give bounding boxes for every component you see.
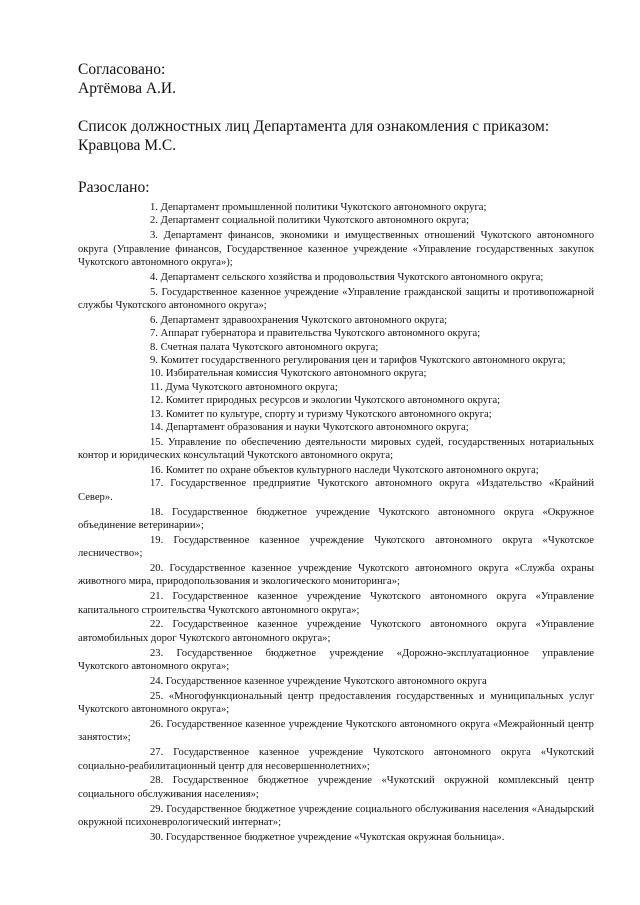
list-item-number: 1. (150, 202, 158, 213)
list-item-text: Департамент промышленной политики Чукотского автономного округа; (160, 202, 487, 213)
list-item-text: Государственное казенное учреждение Чукотского автономного округа (165, 675, 487, 687)
approval-name: Артёмова А.И. (78, 80, 176, 97)
list-item (78, 201, 594, 214)
list-item-number: 19. (150, 534, 164, 546)
list-item (78, 271, 594, 284)
list-item-number: 7. (150, 328, 158, 340)
list-item (78, 408, 594, 421)
list-item-text: Государственное бюджетное учреждение «Дорожно-эксплуатационное управление Чукотского автономного округа»; (78, 647, 594, 673)
list-item-text: Государственное предприятие Чукотского автономного округа «Издательство «Крайний Север». (78, 478, 594, 503)
list-item-number: 5. (150, 286, 158, 298)
list-item (78, 803, 594, 830)
list-item-number: 8. (150, 341, 158, 353)
list-item (78, 464, 594, 477)
list-item-number: 15. (150, 436, 164, 448)
list-item-number: 10. (150, 368, 164, 380)
list-item-text: Комитет государственного регулирования цен и тарифов Чукотского автономного округа; (160, 355, 566, 367)
list-item-number: 4. (150, 271, 158, 283)
approval-label: Согласовано: (78, 61, 166, 78)
list-item-text: Департамент образования и науки Чукотского автономного округа; (165, 422, 469, 434)
list-item-text: Дума Чукотского автономного округа; (165, 381, 338, 393)
list-item-number: 27. (150, 747, 164, 759)
distribution-label: Разослано: (78, 179, 150, 196)
list-item-number: 16. (150, 465, 164, 477)
list-item-number: 3. (150, 230, 158, 242)
list-item (78, 314, 594, 327)
list-item-text: Государственное бюджетное учреждение «Чукотская окружная больница». (165, 831, 505, 843)
list-item-number: 13. (150, 408, 164, 420)
list-item (78, 774, 594, 801)
list-item (78, 214, 594, 227)
list-item (78, 718, 594, 745)
list-item-number: 6. (150, 314, 158, 326)
list-item (78, 534, 594, 561)
list-item (78, 286, 594, 313)
list-item-text: «Многофункциональный центр предоставления государственных и муниципальных услуг Чукотского автономного округа»; (78, 690, 594, 716)
list-item-number: 2. (150, 215, 158, 227)
list-item-text: Государственное бюджетное учреждение «Чукотский окружной комплексный центр социального обслуживания населения»; (78, 775, 595, 800)
list-item (78, 506, 594, 533)
list-item-text: Государственное казенное учреждение Чукотского автономного округа «Чукотское лесничество»; (78, 534, 594, 560)
list-item (78, 354, 594, 367)
list-item-number: 28. (150, 775, 164, 787)
list-item-number: 12. (150, 395, 164, 407)
list-item (78, 381, 594, 394)
list-item-text: Управление по обеспечению деятельности мировых судей, государственных нотариальных контор и юридических консультаций Чукотского автономного округа; (78, 436, 594, 462)
list-item-number: 26. (150, 718, 164, 730)
list-item (78, 229, 594, 269)
list-item-number: 22. (150, 619, 164, 631)
list-item-text: Государственное бюджетное учреждение Чукотского автономного округа «Окружное объединение ветеринарии»; (78, 506, 594, 532)
list-item (78, 477, 594, 504)
list-item-text: Избирательная комиссия Чукотского автономного округа; (165, 368, 427, 380)
list-item (78, 831, 594, 844)
list-item (78, 675, 594, 688)
list-item-text: Государственное казенное учреждение Чукотского автономного округа «Управление капитального строительства Чукотского автономного округа»; (78, 591, 594, 616)
list-item-text: Аппарат губернатора и правительства Чукотского автономного округа; (160, 328, 481, 340)
list-item-number: 30. (150, 831, 164, 843)
list-item-number: 11. (150, 381, 163, 393)
list-item-text: Счетная палата Чукотского автономного округа; (160, 341, 379, 353)
list-item (78, 341, 594, 354)
list-item-number: 14. (150, 422, 164, 434)
list-item-text: Государственное казенное учреждение Чукотского автономного округа «Чукотский социально-реабилитационный центр для несовершеннолетних»; (78, 747, 594, 772)
list-item (78, 436, 594, 463)
list-item-text: Департамент социальной политики Чукотского автономного округа; (160, 215, 470, 227)
list-item-text: Департамент сельского хозяйства и продовольствия Чукотского автономного округа; (160, 271, 544, 283)
list-item (78, 327, 594, 340)
list-item-number: 21. (150, 591, 164, 603)
list-item (78, 618, 594, 645)
list-item-text: Департамент финансов, экономики и имущественных отношений Чукотского автономного округа (Управление финансов, Государственное казенное учреждение «Управление государственных закупок Чукотского автономного округа»); (78, 230, 594, 269)
list-item (78, 394, 594, 407)
list-item-text: Государственное бюджетное учреждение социального обслуживания населения «Анадырский окружной психоневрологический интернат»; (78, 803, 594, 828)
list-item-number: 23. (150, 647, 164, 659)
list-item-text: Комитет по культуре, спорту и туризму Чукотского автономного округа; (165, 408, 492, 420)
list-item-number: 17. (150, 478, 164, 490)
list-item-number: 9. (150, 355, 158, 367)
acquaint-name: Кравцова М.С. (78, 137, 177, 154)
list-item-text: Государственное казенное учреждение Чукотского автономного округа «Управление автомобильных дорог Чукотского автономного округа»; (78, 619, 594, 644)
list-item-text: Комитет природных ресурсов и экологии Чукотского автономного округа; (165, 395, 501, 407)
list-item (78, 421, 594, 434)
list-item (78, 590, 594, 617)
list-item (78, 746, 594, 773)
list-item-text: Государственное казенное учреждение Чукотского автономного округа «Межрайонный центр занятости»; (78, 718, 594, 744)
list-item-number: 24. (150, 675, 164, 687)
document-page (78, 60, 594, 844)
list-item-text: Государственное казенное учреждение Чукотского автономного округа «Служба охраны животного мира, природопользования и экологического мониторинга»; (78, 563, 594, 588)
list-item-number: 29. (150, 803, 164, 815)
list-item (78, 367, 594, 380)
list-item-number: 25. (150, 690, 164, 702)
list-item (78, 690, 594, 717)
distribution-list (78, 201, 594, 844)
list-item-text: Государственное казенное учреждение «Управление гражданской защиты и противопожарной службы Чукотского автономного округа»; (78, 286, 594, 312)
list-item (78, 647, 594, 674)
list-item-text: Комитет по охране объектов культурного наследи Чукотского автономного округа; (165, 465, 539, 477)
acquaint-heading: Список должностных лиц Департамента для ознакомления с приказом: (78, 118, 550, 135)
list-item-number: 18. (150, 506, 164, 518)
list-item-text: Департамент здравоохранения Чукотского автономного округа; (160, 314, 448, 326)
list-item-number: 20. (150, 563, 164, 575)
list-item (78, 562, 594, 589)
